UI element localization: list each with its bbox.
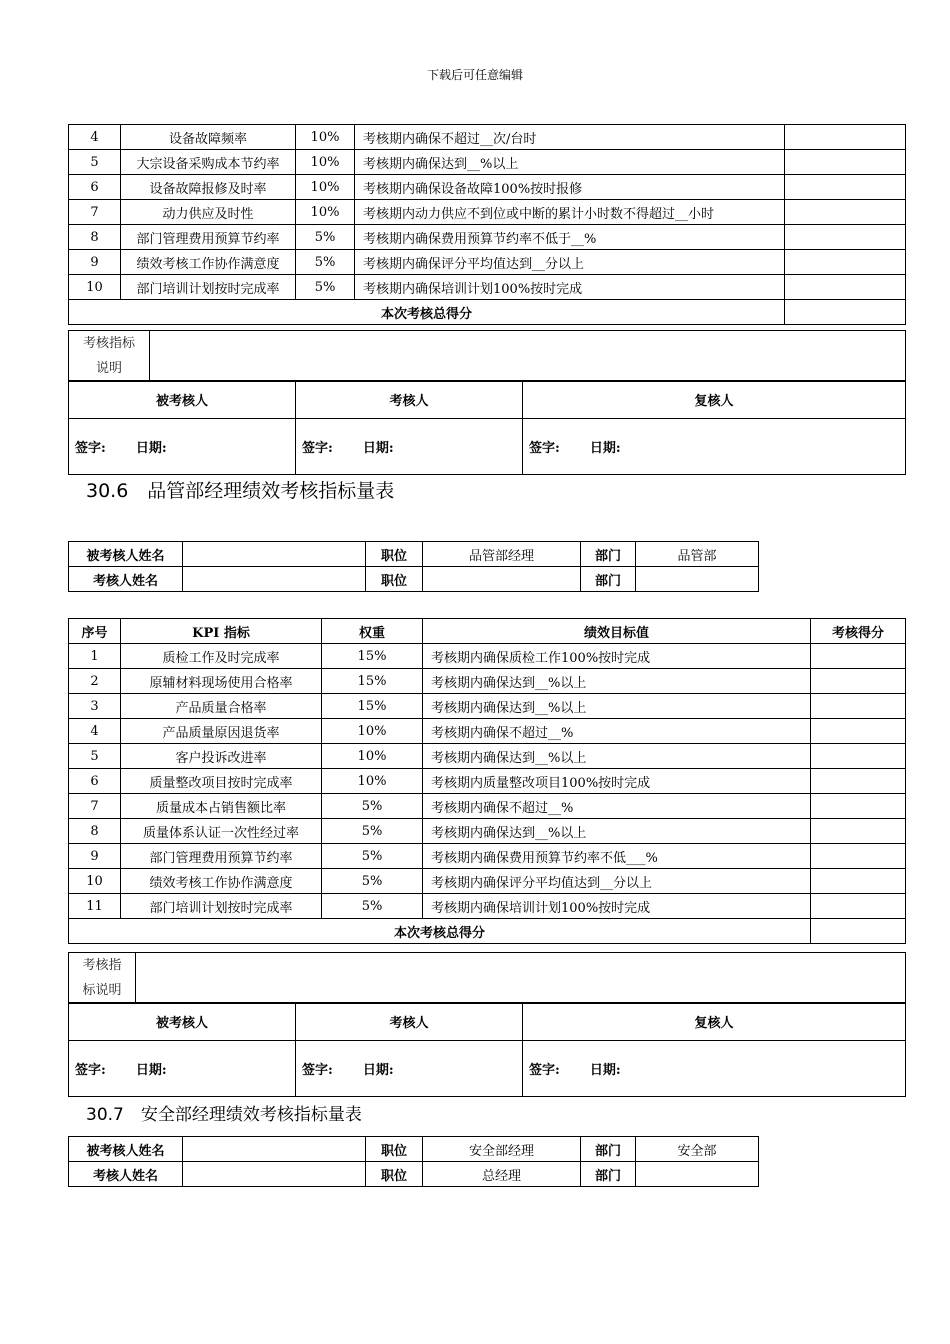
total-row [69, 919, 906, 944]
row-score-cell[interactable] [811, 644, 906, 669]
table-row [69, 794, 906, 819]
row-number: 11 [69, 894, 121, 919]
row-target: 考核期内确保达到__%以上 [423, 694, 811, 719]
row-target: 考核期内确保不超过__% [423, 719, 811, 744]
row-weight: 10% [322, 719, 423, 744]
total-label: 本次考核总得分 [69, 300, 785, 325]
table-row [69, 869, 906, 894]
examinee-sign[interactable] [69, 1041, 296, 1097]
examinee-dept[interactable]: 品管部 [636, 542, 759, 567]
sign-label: 签字: [529, 1063, 560, 1078]
col-header-no: 序号 [69, 619, 121, 644]
date-label: 日期: [589, 1063, 621, 1078]
row-kpi: 质量体系认证一次性经过率 [121, 819, 322, 844]
table-row [69, 744, 906, 769]
row-target: 考核期内确保培训计划100%按时完成 [355, 275, 785, 300]
row-weight: 5% [296, 250, 355, 275]
col-header-weight: 权重 [322, 619, 423, 644]
section-306-info-table [68, 541, 759, 592]
note-label-line1: 考核指 [82, 958, 122, 973]
row-weight: 10% [296, 150, 355, 175]
row-target: 考核期内确保不超过__% [423, 794, 811, 819]
row-kpi: 部门培训计划按时完成率 [121, 275, 296, 300]
row-score-cell[interactable] [785, 125, 906, 150]
note-label-line2: 标说明 [82, 983, 122, 998]
table-row [69, 844, 906, 869]
row-weight: 10% [322, 744, 423, 769]
row-number: 4 [69, 125, 121, 150]
examiner-dept[interactable] [636, 1162, 759, 1187]
row-score-cell[interactable] [811, 694, 906, 719]
sign-label: 签字: [75, 1063, 106, 1078]
row-number: 6 [69, 769, 121, 794]
row-kpi: 部门管理费用预算节约率 [121, 844, 322, 869]
examiner-name-label: 考核人姓名 [69, 1162, 183, 1187]
row-number: 9 [69, 250, 121, 275]
table-row [69, 250, 906, 275]
table-row [69, 175, 906, 200]
dept-label: 部门 [581, 567, 636, 592]
top-kpi-table [68, 124, 906, 325]
dept-label: 部门 [581, 542, 636, 567]
row-weight: 15% [322, 644, 423, 669]
examiner-position[interactable]: 总经理 [423, 1162, 581, 1187]
examiner-header: 考核人 [296, 381, 523, 419]
section-307-info-table [68, 1136, 759, 1187]
row-target: 考核期内质量整改项目100%按时完成 [423, 769, 811, 794]
date-label: 日期: [135, 1063, 167, 1078]
row-weight: 5% [322, 844, 423, 869]
date-label: 日期: [362, 441, 394, 456]
row-kpi: 大宗设备采购成本节约率 [121, 150, 296, 175]
row-target: 考核期内确保达到__%以上 [355, 150, 785, 175]
col-header-target: 绩效目标值 [423, 619, 811, 644]
row-weight: 10% [296, 175, 355, 200]
dept-label: 部门 [581, 1137, 636, 1162]
row-kpi: 客户投诉改进率 [121, 744, 322, 769]
section-306-kpi-table [68, 618, 906, 944]
row-weight: 15% [322, 694, 423, 719]
top-signature-table [68, 380, 906, 475]
examinee-name-field[interactable] [183, 1137, 366, 1162]
row-number: 5 [69, 744, 121, 769]
row-score-cell[interactable] [785, 175, 906, 200]
row-target: 考核期内确保评分平均值达到__分以上 [355, 250, 785, 275]
table-row [69, 894, 906, 919]
sign-label: 签字: [75, 441, 106, 456]
examiner-sign[interactable] [296, 419, 523, 475]
row-score-cell[interactable] [811, 869, 906, 894]
row-weight: 5% [296, 275, 355, 300]
table-row [69, 644, 906, 669]
row-number: 3 [69, 694, 121, 719]
examinee-name-field[interactable] [183, 542, 366, 567]
table-row [69, 694, 906, 719]
examiner-position[interactable] [423, 567, 581, 592]
note-label-line1: 考核指标 [82, 336, 135, 351]
row-target: 考核期内动力供应不到位或中断的累计小时数不得超过__小时 [355, 200, 785, 225]
table-row [69, 150, 906, 175]
date-label: 日期: [135, 441, 167, 456]
examinee-name-label: 被考核人姓名 [69, 1137, 183, 1162]
row-number: 2 [69, 669, 121, 694]
note-label [69, 953, 136, 1004]
row-weight: 5% [322, 894, 423, 919]
row-number: 8 [69, 819, 121, 844]
examiner-name-field[interactable] [183, 1162, 366, 1187]
dept-label: 部门 [581, 1162, 636, 1187]
row-score-cell[interactable] [811, 844, 906, 869]
row-target: 考核期内确保不超过__次/台时 [355, 125, 785, 150]
note-label [69, 331, 150, 382]
row-score-cell[interactable] [811, 894, 906, 919]
reviewer-header: 复核人 [523, 1003, 906, 1041]
reviewer-sign[interactable] [523, 419, 906, 475]
top-note-table [68, 330, 906, 382]
note-label-line2: 说明 [95, 361, 122, 376]
row-kpi: 部门培训计划按时完成率 [121, 894, 322, 919]
section-307-title: 30.7 安全部经理绩效考核指标量表 [86, 1105, 362, 1125]
table-row [69, 200, 906, 225]
table-row [69, 769, 906, 794]
examinee-dept[interactable]: 安全部 [636, 1137, 759, 1162]
section-306-note-table [68, 952, 906, 1004]
row-weight: 10% [296, 125, 355, 150]
reviewer-header: 复核人 [523, 381, 906, 419]
row-score-cell[interactable] [811, 669, 906, 694]
row-kpi: 动力供应及时性 [121, 200, 296, 225]
row-target: 考核期内确保费用预算节约率不低___% [423, 844, 811, 869]
sign-label: 签字: [302, 1063, 333, 1078]
row-target: 考核期内确保培训计划100%按时完成 [423, 894, 811, 919]
row-kpi: 产品质量原因退货率 [121, 719, 322, 744]
position-label: 职位 [366, 567, 423, 592]
sign-label: 签字: [529, 441, 560, 456]
position-label: 职位 [366, 542, 423, 567]
total-label: 本次考核总得分 [69, 919, 811, 944]
row-weight: 5% [322, 869, 423, 894]
section-306-title: 30.6 品管部经理绩效考核指标量表 [86, 480, 395, 502]
row-score-cell[interactable] [785, 275, 906, 300]
total-score-cell[interactable] [811, 919, 906, 944]
row-number: 5 [69, 150, 121, 175]
sign-label: 签字: [302, 441, 333, 456]
row-kpi: 设备故障报修及时率 [121, 175, 296, 200]
table-row [69, 719, 906, 744]
row-score-cell[interactable] [785, 250, 906, 275]
total-row [69, 300, 906, 325]
row-weight: 15% [322, 669, 423, 694]
row-target: 考核期内确保评分平均值达到__分以上 [423, 869, 811, 894]
examinee-position[interactable]: 安全部经理 [423, 1137, 581, 1162]
row-number: 10 [69, 275, 121, 300]
row-score-cell[interactable] [785, 200, 906, 225]
row-kpi: 设备故障频率 [121, 125, 296, 150]
row-kpi: 绩效考核工作协作满意度 [121, 869, 322, 894]
table-row [69, 819, 906, 844]
row-target: 考核期内确保达到__%以上 [423, 819, 811, 844]
examiner-name-label: 考核人姓名 [69, 567, 183, 592]
row-number: 7 [69, 200, 121, 225]
row-target: 考核期内确保达到__%以上 [423, 669, 811, 694]
examiner-name-field[interactable] [183, 567, 366, 592]
row-number: 1 [69, 644, 121, 669]
row-target: 考核期内确保达到__%以上 [423, 744, 811, 769]
table-row [69, 225, 906, 250]
row-kpi: 原辅材料现场使用合格率 [121, 669, 322, 694]
row-target: 考核期内确保设备故障100%按时报修 [355, 175, 785, 200]
section-306-signature-table [68, 1002, 906, 1097]
row-score-cell[interactable] [811, 819, 906, 844]
col-header-kpi: KPI 指标 [121, 619, 322, 644]
total-score-cell[interactable] [785, 300, 906, 325]
examiner-dept[interactable] [636, 567, 759, 592]
row-score-cell[interactable] [811, 744, 906, 769]
position-label: 职位 [366, 1137, 423, 1162]
row-weight: 5% [322, 794, 423, 819]
examinee-sign[interactable] [69, 419, 296, 475]
row-kpi: 产品质量合格率 [121, 694, 322, 719]
examiner-header: 考核人 [296, 1003, 523, 1041]
table-row [69, 275, 906, 300]
table-row [69, 125, 906, 150]
examinee-header: 被考核人 [69, 1003, 296, 1041]
note-content-cell[interactable] [150, 331, 906, 382]
row-kpi: 质量成本占销售额比率 [121, 794, 322, 819]
row-score-cell[interactable] [785, 225, 906, 250]
col-header-score: 考核得分 [811, 619, 906, 644]
row-score-cell[interactable] [811, 769, 906, 794]
note-content-cell[interactable] [136, 953, 906, 1004]
row-score-cell[interactable] [785, 150, 906, 175]
row-kpi: 质检工作及时完成率 [121, 644, 322, 669]
row-kpi: 绩效考核工作协作满意度 [121, 250, 296, 275]
row-kpi: 质量整改项目按时完成率 [121, 769, 322, 794]
row-number: 8 [69, 225, 121, 250]
row-target: 考核期内确保质检工作100%按时完成 [423, 644, 811, 669]
row-target: 考核期内确保费用预算节约率不低于__% [355, 225, 785, 250]
reviewer-sign[interactable] [523, 1041, 906, 1097]
examinee-name-label: 被考核人姓名 [69, 542, 183, 567]
table-row [69, 669, 906, 694]
position-label: 职位 [366, 1162, 423, 1187]
row-weight: 5% [296, 225, 355, 250]
row-kpi: 部门管理费用预算节约率 [121, 225, 296, 250]
row-number: 4 [69, 719, 121, 744]
examinee-position[interactable]: 品管部经理 [423, 542, 581, 567]
row-score-cell[interactable] [811, 794, 906, 819]
date-label: 日期: [589, 441, 621, 456]
row-score-cell[interactable] [811, 719, 906, 744]
examiner-sign[interactable] [296, 1041, 523, 1097]
row-number: 6 [69, 175, 121, 200]
row-weight: 10% [296, 200, 355, 225]
date-label: 日期: [362, 1063, 394, 1078]
row-number: 9 [69, 844, 121, 869]
row-weight: 5% [322, 819, 423, 844]
examinee-header: 被考核人 [69, 381, 296, 419]
row-number: 7 [69, 794, 121, 819]
header-note: 下载后可任意编辑 [426, 68, 523, 82]
row-weight: 10% [322, 769, 423, 794]
row-number: 10 [69, 869, 121, 894]
